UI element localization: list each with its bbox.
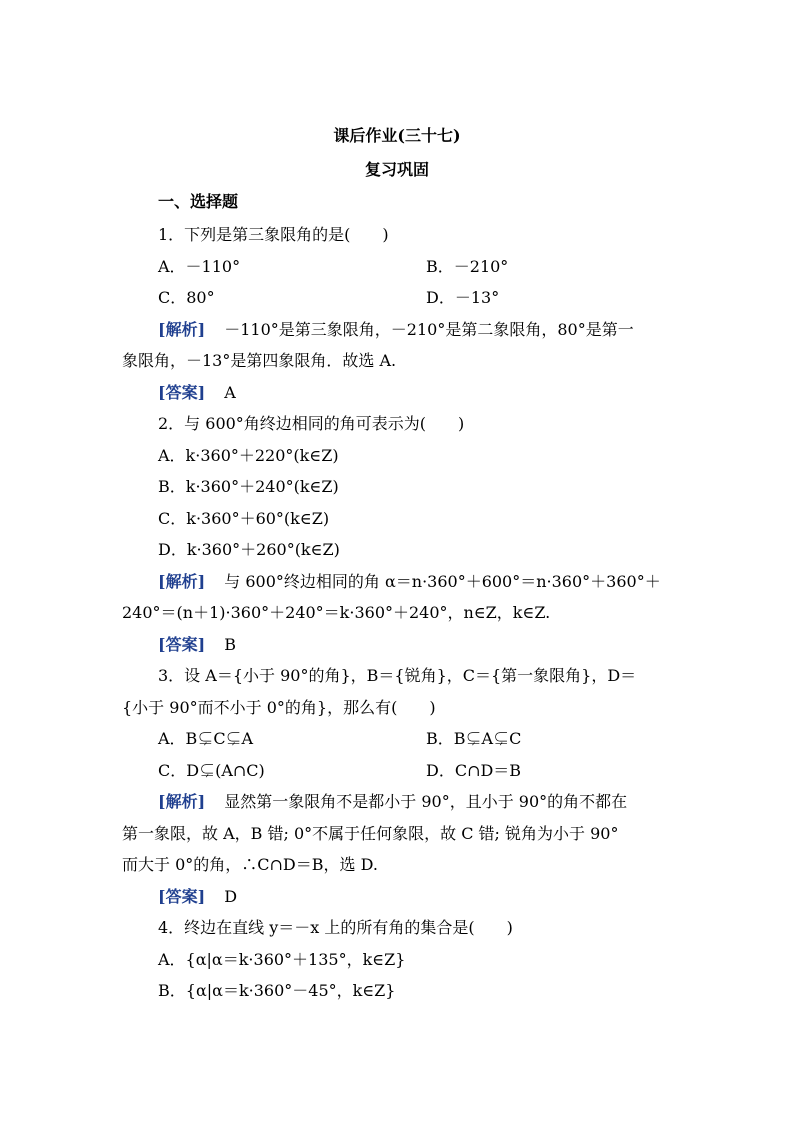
q2-option-c: C．k·360°＋60°(k∈Z) — [158, 509, 330, 528]
analysis-text: －110°是第三象限角，－210°是第二象限角，80°是第一 — [224, 320, 634, 339]
q2-option-b: B．k·360°＋240°(k∈Z) — [158, 477, 339, 496]
q1-option-c: C．80° — [158, 288, 215, 307]
answer-tag: [答案] — [158, 383, 206, 402]
q1-analysis-line-1 — [158, 320, 634, 340]
q2-option-a: A．k·360°＋220°(k∈Z) — [158, 446, 339, 465]
analysis-text: 显然第一象限角不是都小于 90°，且小于 90°的角不都在 — [224, 792, 628, 811]
q4-option-b: B．{α|α＝k·360°－45°，k∈Z} — [158, 981, 396, 1000]
answer-tag: [答案] — [158, 887, 206, 906]
analysis-tag: [解析] — [158, 320, 206, 339]
q3-stem-line-2: {小于 90°而不小于 0°的角}，那么有( ) — [122, 698, 436, 717]
q1-answer — [158, 383, 236, 403]
analysis-tag: [解析] — [158, 572, 206, 591]
q1-option-a: A．－110° — [158, 257, 241, 276]
q3-stem-line-1: 3．设 A＝{小于 90°的角}，B＝{锐角}，C＝{第一象限角}，D＝ — [158, 666, 637, 685]
q2-option-d: D．k·360°＋260°(k∈Z) — [158, 540, 340, 559]
q4-stem: 4．终边在直线 y＝－x 上的所有角的集合是( ) — [158, 918, 513, 937]
q3-answer — [158, 887, 237, 907]
q2-answer — [158, 635, 236, 655]
q4-option-a: A．{α|α＝k·360°＋135°，k∈Z} — [158, 950, 406, 969]
q3-option-a: A．B⊊C⊊A — [158, 729, 254, 748]
q3-analysis-line-3: 而大于 0°的角，∴C∩D＝B，选 D. — [122, 855, 378, 874]
q3-analysis-line-1 — [158, 792, 627, 812]
answer-value: B — [224, 635, 237, 654]
analysis-tag: [解析] — [158, 792, 206, 811]
analysis-text: 与 600°终边相同的角 α＝n·360°＋600°＝n·360°＋360°＋ — [224, 572, 661, 591]
answer-value: A — [224, 383, 236, 402]
q1-analysis-line-2: 象限角，－13°是第四象限角．故选 A. — [122, 351, 397, 370]
page-subtitle: 复习巩固 — [364, 160, 429, 179]
page-title: 课后作业(三十七) — [333, 126, 461, 145]
q3-option-c: C．D⊊(A∩C) — [158, 761, 265, 780]
q2-stem: 2．与 600°角终边相同的角可表示为( ) — [158, 414, 465, 433]
q3-option-d: D．C∩D＝B — [426, 761, 522, 780]
answer-tag: [答案] — [158, 635, 206, 654]
q2-analysis-line-2: 240°＝(n＋1)·360°＋240°＝k·360°＋240°，n∈Z，k∈Z. — [122, 603, 551, 622]
q1-option-b: B．－210° — [426, 257, 509, 276]
answer-value: D — [224, 887, 238, 906]
q1-option-d: D．－13° — [426, 288, 500, 307]
q2-analysis-line-1 — [158, 572, 661, 592]
section-heading: 一、选择题 — [158, 192, 239, 211]
q3-analysis-line-2: 第一象限，故 A，B 错; 0°不属于任何象限，故 C 错; 锐角为小于 90° — [122, 824, 619, 843]
q3-option-b: B．B⊊A⊊C — [426, 729, 522, 748]
q1-stem: 1．下列是第三象限角的是( ) — [158, 225, 389, 244]
